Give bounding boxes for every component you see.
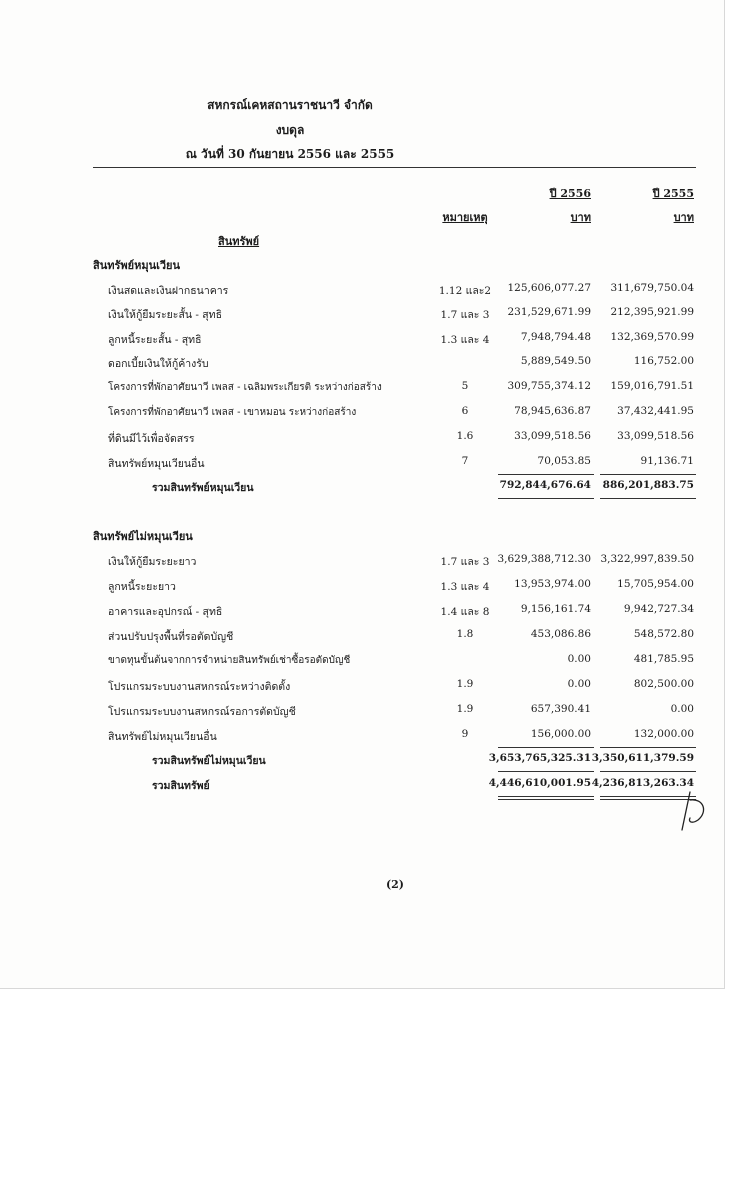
row-value-2555: 15,705,954.00: [617, 578, 694, 590]
table-row: [0, 355, 724, 371]
total-label: รวมสินทรัพย์หมุนเวียน: [152, 482, 254, 494]
row-value-2556: 0.00: [567, 678, 591, 690]
row-label: สินทรัพย์หมุนเวียนอื่น: [108, 458, 205, 470]
row-value-2556: 156,000.00: [530, 728, 591, 740]
current-assets-heading: สินทรัพย์หมุนเวียน: [93, 259, 181, 272]
table-row: [0, 405, 724, 421]
row-value-2555: 132,000.00: [633, 728, 694, 740]
row-value-2556: 5,889,549.50: [520, 355, 591, 367]
table-row: [0, 653, 724, 669]
row-note: 1.9: [456, 703, 474, 715]
subtotal-rule: [498, 747, 594, 748]
table-row: [0, 331, 724, 347]
row-note: 1.6: [456, 430, 474, 442]
row-note: 5: [461, 380, 469, 392]
statement-date: ณ วันที่ 30 กันยายน 2556 และ 2555: [185, 147, 395, 161]
row-note: 1.9: [456, 678, 474, 690]
table-row: [0, 578, 724, 594]
total-rule: [498, 498, 594, 499]
total-rule: [498, 771, 594, 772]
total-rule: [600, 498, 696, 499]
page-number: (2): [385, 878, 405, 891]
row-note: 6: [461, 405, 469, 417]
total-value-2556: 3,653,765,325.31: [488, 752, 591, 764]
table-row: [0, 553, 724, 569]
row-value-2556: 453,086.86: [530, 628, 591, 640]
row-note: 1.3 และ 4: [440, 581, 490, 593]
row-value-2555: 3,322,997,839.50: [600, 553, 694, 565]
row-value-2555: 0.00: [670, 703, 694, 715]
table-row: [0, 603, 724, 619]
row-label: ส่วนปรับปรุงพื้นที่รอตัดบัญชี: [108, 631, 234, 643]
subtotal-rule: [498, 474, 594, 475]
row-value-2556: 78,945,636.87: [514, 405, 591, 417]
row-note: 1.8: [456, 628, 474, 640]
row-value-2556: 9,156,161.74: [520, 603, 591, 615]
row-value-2556: 33,099,518.56: [514, 430, 591, 442]
header-divider: [93, 167, 696, 168]
table-row: [0, 728, 724, 744]
subtotal-rule: [600, 747, 696, 748]
row-value-2556: 657,390.41: [530, 703, 591, 715]
row-label: อาคารและอุปกรณ์ - สุทธิ: [108, 606, 223, 618]
row-value-2556: 0.00: [567, 653, 591, 665]
row-label: เงินสดและเงินฝากธนาคาร: [108, 285, 229, 297]
subtotal-rule: [600, 474, 696, 475]
row-value-2555: 802,500.00: [633, 678, 694, 690]
row-note: 9: [461, 728, 469, 740]
row-label: เงินให้กู้ยืมระยะยาว: [108, 556, 197, 568]
row-value-2555: 132,369,570.99: [610, 331, 694, 343]
total-rule: [600, 771, 696, 772]
row-label: ลูกหนี้ระยะยาว: [108, 581, 176, 593]
noncurrent-assets-heading: สินทรัพย์ไม่หมุนเวียน: [93, 530, 193, 543]
statement-title: งบดุล: [275, 123, 305, 137]
total-value-2555: 886,201,883.75: [602, 479, 694, 491]
row-label: ที่ดินมีไว้เพื่อจัดสรร: [108, 433, 195, 445]
assets-heading: สินทรัพย์: [218, 235, 260, 248]
row-value-2555: 212,395,921.99: [610, 306, 694, 318]
column-note: หมายเหตุ: [442, 211, 488, 224]
row-label: สินทรัพย์ไม่หมุนเวียนอื่น: [108, 731, 217, 743]
table-row: [0, 455, 724, 471]
row-value-2555: 37,432,441.95: [617, 405, 694, 417]
row-label: ลูกหนี้ระยะสั้น - สุทธิ: [108, 334, 202, 346]
row-note: 1.3 และ 4: [440, 334, 490, 346]
column-year-2555: ปี 2555: [652, 187, 694, 200]
table-row: [0, 306, 724, 322]
column-unit-2556: บาท: [570, 211, 591, 224]
row-note: 1.7 และ 3: [440, 309, 490, 321]
grand-total-2555: 4,236,813,263.34: [591, 777, 694, 789]
total-label: รวมสินทรัพย์ไม่หมุนเวียน: [152, 755, 266, 767]
row-value-2556: 309,755,374.12: [507, 380, 591, 392]
noncurrent-assets-total-row: [0, 752, 724, 768]
grand-total-label: รวมสินทรัพย์: [152, 780, 210, 792]
row-value-2555: 548,572.80: [633, 628, 694, 640]
current-assets-total-row: [0, 479, 724, 495]
organization-name: สหกรณ์เคหสถานราชนาวี จำกัด: [207, 98, 373, 112]
row-value-2556: 70,053.85: [537, 455, 591, 467]
row-note: 7: [461, 455, 469, 467]
table-row: [0, 678, 724, 694]
row-value-2555: 481,785.95: [633, 653, 694, 665]
row-label: โครงการที่พักอาศัยนาวี เพลส - เฉลิมพระเกียรติ ระหว่างก่อสร้าง: [108, 382, 382, 393]
double-rule: [498, 799, 594, 800]
row-label: ขาดทุนขั้นต้นจากการจำหน่ายสินทรัพย์เช่าซื้อรอตัดบัญชี: [108, 655, 351, 666]
table-row: [0, 430, 724, 446]
signature-mark: [678, 790, 714, 834]
row-value-2555: 91,136.71: [640, 455, 694, 467]
row-value-2556: 13,953,974.00: [514, 578, 591, 590]
table-row: [0, 628, 724, 644]
grand-total-row: [0, 777, 724, 793]
row-label: โปรแกรมระบบงานสหกรณ์รอการตัดบัญชี: [108, 706, 296, 718]
column-year-2556: ปี 2556: [549, 187, 591, 200]
row-label: เงินให้กู้ยืมระยะสั้น - สุทธิ: [108, 309, 222, 321]
table-row: [0, 703, 724, 719]
row-value-2555: 311,679,750.04: [610, 282, 694, 294]
row-note: 1.7 และ 3: [440, 556, 490, 568]
column-unit-2555: บาท: [673, 211, 694, 224]
row-label: โครงการที่พักอาศัยนาวี เพลส - เขาหมอน ระหว่างก่อสร้าง: [108, 407, 357, 418]
row-note: 1.4 และ 8: [440, 606, 490, 618]
row-value-2556: 7,948,794.48: [520, 331, 591, 343]
grand-total-2556: 4,446,610,001.95: [488, 777, 591, 789]
row-value-2555: 159,016,791.51: [610, 380, 694, 392]
row-value-2555: 9,942,727.34: [623, 603, 694, 615]
row-value-2556: 3,629,388,712.30: [497, 553, 591, 565]
row-value-2555: 116,752.00: [633, 355, 694, 367]
double-rule: [498, 796, 594, 797]
row-label: โปรแกรมระบบงานสหกรณ์ระหว่างติดตั้ง: [108, 681, 291, 693]
table-row: [0, 380, 724, 396]
row-value-2556: 231,529,671.99: [507, 306, 591, 318]
row-value-2556: 125,606,077.27: [507, 282, 591, 294]
total-value-2555: 3,350,611,379.59: [591, 752, 694, 764]
row-label: ดอกเบี้ยเงินให้กู้ค้างรับ: [108, 358, 209, 370]
row-note: 1.12 และ2: [438, 285, 492, 297]
row-value-2555: 33,099,518.56: [617, 430, 694, 442]
table-row: [0, 282, 724, 298]
total-value-2556: 792,844,676.64: [499, 479, 591, 491]
